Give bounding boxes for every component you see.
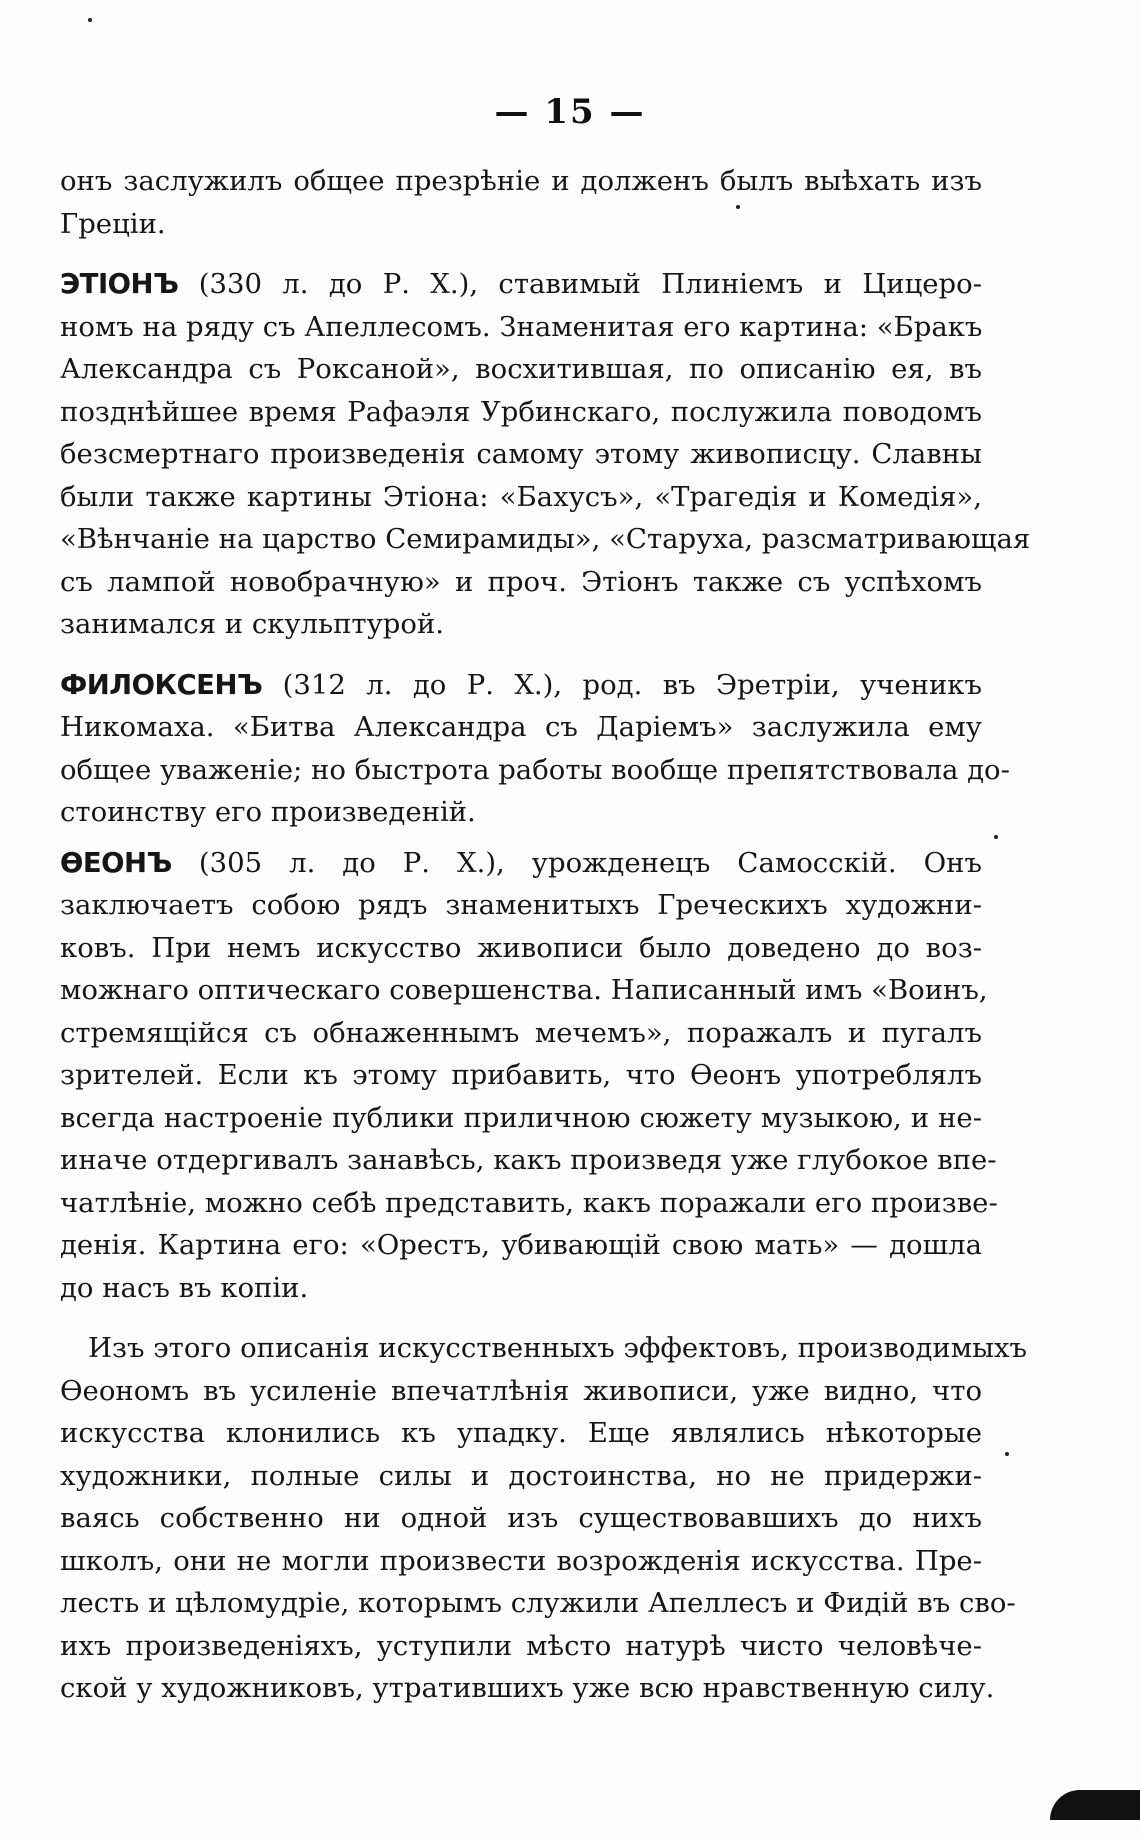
text-line: стремящійся съ обнаженнымъ мечемъ», поражалъ и пугалъ bbox=[60, 1016, 982, 1049]
text-line: ской у художниковъ, утратившихъ уже всю нравственную силу. bbox=[60, 1672, 995, 1704]
text-line bbox=[60, 263, 982, 306]
text-line: съ лампой новобрачную» и проч. Этіонъ также съ успѣхомъ bbox=[60, 565, 982, 598]
page-number: — 15 — bbox=[494, 92, 646, 132]
paragraph bbox=[60, 664, 1010, 834]
text-line: ковъ. При немъ искусство живописи было доведено до воз- bbox=[60, 931, 982, 964]
paragraph bbox=[60, 263, 1031, 646]
text-line: были также картины Этіона: «Бахусъ», «Трагедія и Комедія», bbox=[60, 480, 982, 513]
text-line: школъ, они не могли произвести возрожденія искусства. Пре- bbox=[60, 1544, 982, 1577]
paragraph bbox=[60, 1327, 1028, 1370]
scan-edge-artifact bbox=[1050, 1790, 1140, 1820]
text-line: занимался и скульптурой. bbox=[60, 608, 445, 640]
text-line bbox=[60, 842, 982, 885]
paragraph-continued bbox=[60, 1370, 1016, 1710]
text-line: Никомаха. «Битва Александра съ Даріемъ» заслужила ему bbox=[60, 711, 982, 743]
page-body bbox=[60, 160, 1031, 1710]
paragraph bbox=[60, 842, 998, 1310]
text-line: ваясь собственно ни одной изъ существовавшихъ до нихъ bbox=[60, 1502, 982, 1534]
text-run: (312 л. до Р. Х.), род. въ Эретріи, ученикъ bbox=[262, 668, 982, 701]
text-line: Греціи. bbox=[60, 207, 166, 240]
text-line: лесть и цѣломудріе, которымъ служили Апеллесъ и Фидій въ сво- bbox=[60, 1587, 1016, 1619]
text-line: до насъ въ копіи. bbox=[60, 1271, 309, 1304]
text-line: общее уваженіе; но быстрота работы вообще препятствовала до- bbox=[60, 753, 1010, 786]
paragraph-heading: ФИЛОКСЕНЪ bbox=[60, 668, 263, 701]
text-line: номъ на ряду съ Апеллесомъ. Знаменитая его картина: «Бракъ bbox=[60, 310, 983, 343]
text-run: (330 л. до Р. Х.), ставимый Плиніемъ и Цицеро- bbox=[178, 268, 982, 300]
text-line: Александра съ Роксаной», восхитившая, по описанію ея, въ bbox=[60, 353, 982, 385]
text-run: (305 л. до Р. Х.), урожденецъ Самосскій. Онъ bbox=[171, 846, 982, 879]
paragraph-heading: ѲЕОНЪ bbox=[60, 846, 172, 879]
text-line: можнаго оптическаго совершенства. Написанный имъ «Воинъ, bbox=[60, 974, 988, 1006]
text-line: Ѳеономъ въ усиленіе впечатлѣнія живописи, уже видно, что bbox=[60, 1374, 982, 1407]
text-line: чатлѣніе, можно себѣ представить, какъ поражали его произве- bbox=[60, 1186, 998, 1219]
text-line: заключаетъ собою рядъ знаменитыхъ Греческихъ художни- bbox=[60, 889, 982, 921]
text-line: Изъ этого описанія искусственныхъ эффектовъ, производимыхъ bbox=[88, 1332, 1028, 1364]
text-line: всегда настроеніе публики приличною сюжету музыкою, и не- bbox=[60, 1101, 982, 1134]
text-line bbox=[60, 664, 982, 707]
text-line: зрителей. Если къ этому прибавить, что Ѳеонъ употреблялъ bbox=[60, 1059, 982, 1091]
text-line: иначе отдергивалъ занавѣсь, какъ произведя уже глубокое впе- bbox=[60, 1144, 997, 1176]
text-line: онъ заслужилъ общее презрѣніе и долженъ былъ выѣхать изъ bbox=[60, 165, 982, 197]
text-line: стоинству его произведеній. bbox=[60, 796, 476, 828]
text-line: денія. Картина его: «Орестъ, убивающій свою мать» — дошла bbox=[60, 1229, 982, 1261]
paragraph bbox=[60, 160, 982, 245]
text-line: искусства клонились къ упадку. Еще являлись нѣкоторые bbox=[60, 1417, 982, 1449]
text-line: позднѣйшее время Рафаэля Урбинскаго, послужила поводомъ bbox=[60, 395, 982, 428]
text-line: ихъ произведеніяхъ, уступили мѣсто натурѣ чисто человѣче- bbox=[60, 1629, 982, 1662]
text-line: «Вѣнчаніе на царство Семирамиды», «Старуха, разсматривающая bbox=[60, 523, 1031, 555]
text-line: безсмертнаго произведенія самому этому живописцу. Славны bbox=[60, 438, 982, 470]
text-line: художники, полные силы и достоинства, но не придержи- bbox=[60, 1459, 982, 1492]
paragraph-heading: ЭТІОНЪ bbox=[60, 268, 179, 300]
